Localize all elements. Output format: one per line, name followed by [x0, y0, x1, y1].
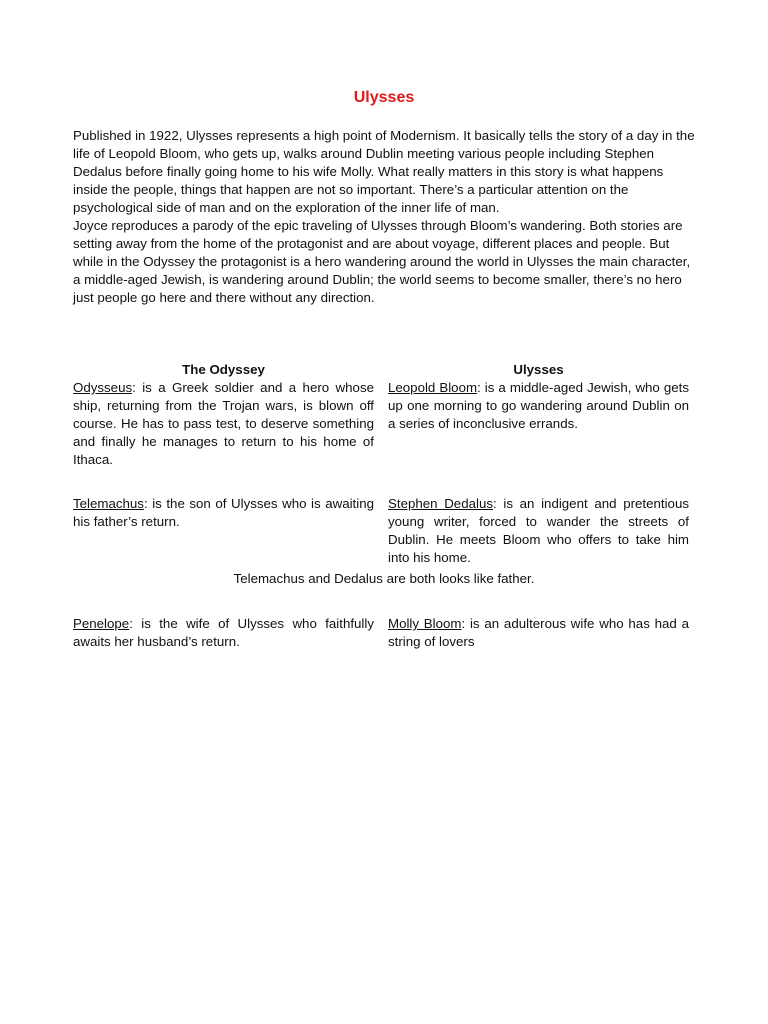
penelope-description: : is the wife of Ulysses who faithfully awaits her husband’s return. [73, 616, 374, 649]
odysseus-term: Odysseus [73, 380, 133, 395]
molly-bloom-entry [388, 615, 689, 651]
leopold-bloom-entry [388, 379, 689, 433]
odyssey-heading: The Odyssey [182, 362, 265, 377]
stephen-dedalus-entry [388, 495, 689, 567]
leopold-bloom-term: Leopold Bloom [388, 380, 478, 395]
penelope-entry [73, 615, 374, 651]
odysseus-entry [73, 379, 374, 469]
leopold-bloom-description: : is a middle-aged Jewish, who gets up one morning to go wandering around Dublin on a series of inconclusive errands. [388, 380, 689, 431]
intro-section [73, 127, 695, 307]
intro-paragraph-2: Joyce reproduces a parody of the epic traveling of Ulysses through Bloom’s wandering. Both stories are setting away from the home of the protagonist and are about voyage, different places and people. But while in the Odyssey the protagonist is a hero wandering around the world in Ulysses the main character, a middle-aged Jewish, is wandering around Dublin; the world seems to become smaller, there’s no hero just people go here and there without any direction. [73, 218, 691, 305]
ulysses-heading: Ulysses [513, 362, 564, 377]
penelope-term: Penelope [73, 616, 130, 631]
stephen-dedalus-description: : is an indigent and pretentious young writer, forced to wander the streets of Dublin. He meets Bloom who offers to take him into his home. [388, 496, 689, 565]
stephen-dedalus-term: Stephen Dedalus [388, 496, 493, 511]
molly-bloom-term: Molly Bloom [388, 616, 462, 631]
odysseus-description: : is a Greek soldier and a hero whose ship, returning from the Trojan wars, is blown off course. He has to pass test, to deserve something and finally he manages to return to his home of Ithaca. [73, 380, 374, 467]
telemachus-entry [73, 495, 374, 531]
intro-paragraph-1: Published in 1922, Ulysses represents a high point of Modernism. It basically tells the story of a day in the life of Leopold Bloom, who gets up, walks around Dublin meeting various people including Stephen Dedalus before finally going home to his wife Molly. What really matters in this story is what happens inside the people, things that happen are not so important. There’s a particular attention on the psychological side of man and on the exploration of the inner life of man. [73, 128, 695, 215]
comparison-note: Telemachus and Dedalus are both looks like father. [233, 571, 535, 586]
telemachus-term: Telemachus [73, 496, 144, 511]
document-title: Ulysses [353, 89, 415, 106]
telemachus-description: : is the son of Ulysses who is awaiting his father’s return. [73, 496, 374, 529]
molly-bloom-description: : is an adulterous wife who has had a string of lovers [388, 616, 689, 649]
